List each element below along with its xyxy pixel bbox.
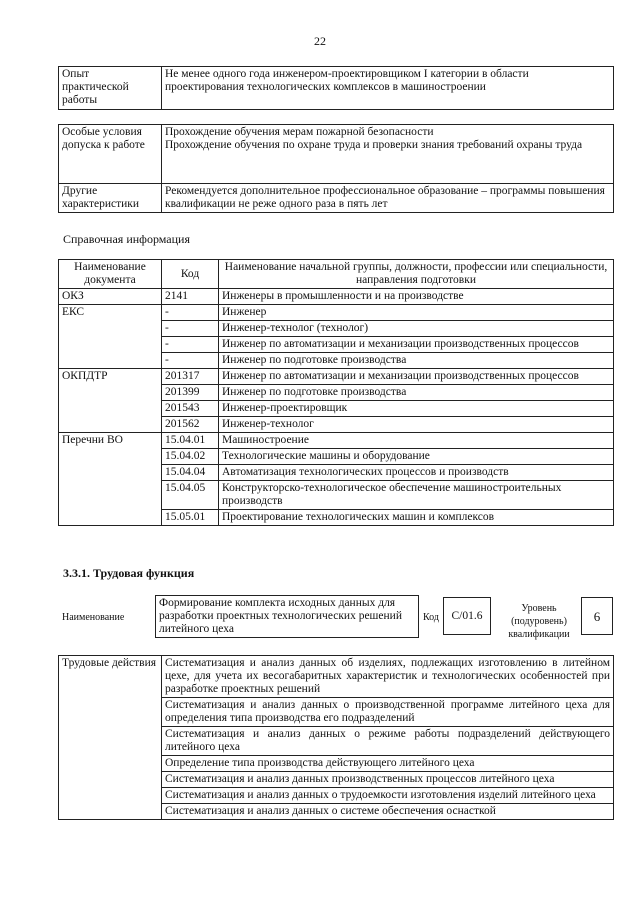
action-item: Систематизация и анализ данных производственных процессов литейного цеха (162, 772, 614, 788)
code-cell: 201543 (162, 401, 219, 417)
action-item: Систематизация и анализ данных о трудоемкости изготовления изделий литейного цеха (162, 788, 614, 804)
action-item: Систематизация и анализ данных о производственной программе литейного цеха для определения типа производства его подразделений (162, 698, 614, 727)
admission-table (58, 124, 614, 213)
code-cell: 15.04.01 (162, 433, 219, 449)
table-row (59, 67, 614, 110)
col-header-document: Наименование документа (59, 260, 162, 289)
experience-label: Опыт практической работы (59, 67, 162, 110)
admission-text-1: Прохождение обучения мерам пожарной безопасности (165, 126, 434, 138)
doc-cell: ОКПДТР (59, 369, 162, 433)
action-item: Систематизация и анализ данных о режиме работы подразделений действующего литейного цеха (162, 727, 614, 756)
code-cell: 201399 (162, 385, 219, 401)
name-cell: Автоматизация технологических процессов и производств (219, 465, 614, 481)
name-cell: Машиностроение (219, 433, 614, 449)
level-label: Уровень (подуровень) квалификации (508, 603, 570, 640)
code-cell: 201562 (162, 417, 219, 433)
function-name-label: Наименование (62, 612, 125, 623)
doc-cell: ЕКС (59, 305, 162, 369)
table-row (59, 125, 614, 184)
admission-label: Особые условия допуска к работе (59, 125, 162, 184)
function-code-box (443, 597, 491, 635)
level-value: 6 (582, 598, 613, 635)
action-item: Систематизация и анализ данных об изделиях, подлежащих изготовлению в литейном цехе, для учета их весогабаритных характеристик и технологических особенностей при разработке проектных решений (162, 656, 614, 698)
code-cell: 15.04.02 (162, 449, 219, 465)
actions-table (58, 655, 614, 820)
experience-text: Не менее одного года инженером-проектировщиком I категории в области проектирования технологических комплексов в машиностроении (162, 67, 614, 110)
actions-label: Трудовые действия (59, 656, 162, 820)
doc-cell: Перечни ВО (59, 433, 162, 526)
code-cell: 201317 (162, 369, 219, 385)
admission-text-2: Прохождение обучения по охране труда и проверки знания требований охраны труда (165, 139, 583, 151)
code-cell: 15.05.01 (162, 510, 219, 526)
name-cell: Инженер-технолог (219, 417, 614, 433)
code-cell: 2141 (162, 289, 219, 305)
name-cell: Инженер-технолог (технолог) (219, 321, 614, 337)
function-name-box (155, 595, 419, 638)
code-cell: - (162, 353, 219, 369)
table-header-row (59, 260, 614, 289)
col-header-code: Код (162, 260, 219, 289)
name-cell: Инженер по подготовке производства (219, 353, 614, 369)
name-cell: Инженер (219, 305, 614, 321)
experience-table (58, 66, 614, 110)
page-number: 22 (314, 34, 326, 48)
table-row (59, 305, 614, 321)
table-row (59, 184, 614, 213)
table-row (59, 369, 614, 385)
name-cell: Инженер-проектировщик (219, 401, 614, 417)
table-row (59, 656, 614, 698)
doc-cell: ОКЗ (59, 289, 162, 305)
name-cell: Технологические машины и оборудование (219, 449, 614, 465)
function-code-label: Код (423, 612, 439, 623)
name-cell: Инженеры в промышленности и на производстве (219, 289, 614, 305)
code-cell: - (162, 305, 219, 321)
col-header-name: Наименование начальной группы, должности, профессии или специальности, направления подготовки (219, 260, 614, 289)
table-row (59, 289, 614, 305)
reference-title: Справочная информация (63, 232, 190, 246)
function-title: 3.3.1. Трудовая функция (63, 566, 195, 580)
code-cell: - (162, 337, 219, 353)
code-cell: 15.04.04 (162, 465, 219, 481)
name-cell: Конструкторско-технологическое обеспечение машиностроительных производств (219, 481, 614, 510)
name-cell: Инженер по автоматизации и механизации производственных процессов (219, 337, 614, 353)
action-item: Систематизация и анализ данных о системе обеспечения оснасткой (162, 804, 614, 820)
function-name: Формирование комплекта исходных данных для разработки проектных технологических решений литейного цеха (156, 596, 419, 638)
level-box (581, 597, 613, 635)
action-item: Определение типа производства действующего литейного цеха (162, 756, 614, 772)
table-row (59, 433, 614, 449)
name-cell: Инженер по подготовке производства (219, 385, 614, 401)
other-label: Другие характеристики (59, 184, 162, 213)
reference-table (58, 259, 614, 526)
code-cell: - (162, 321, 219, 337)
code-cell: 15.04.05 (162, 481, 219, 510)
other-text: Рекомендуется дополнительное профессиональное образование – программы повышения квалификации не реже одного раза в пять лет (162, 184, 614, 213)
name-cell: Проектирование технологических машин и комплексов (219, 510, 614, 526)
name-cell: Инженер по автоматизации и механизации производственных процессов (219, 369, 614, 385)
function-code: C/01.6 (444, 598, 491, 635)
